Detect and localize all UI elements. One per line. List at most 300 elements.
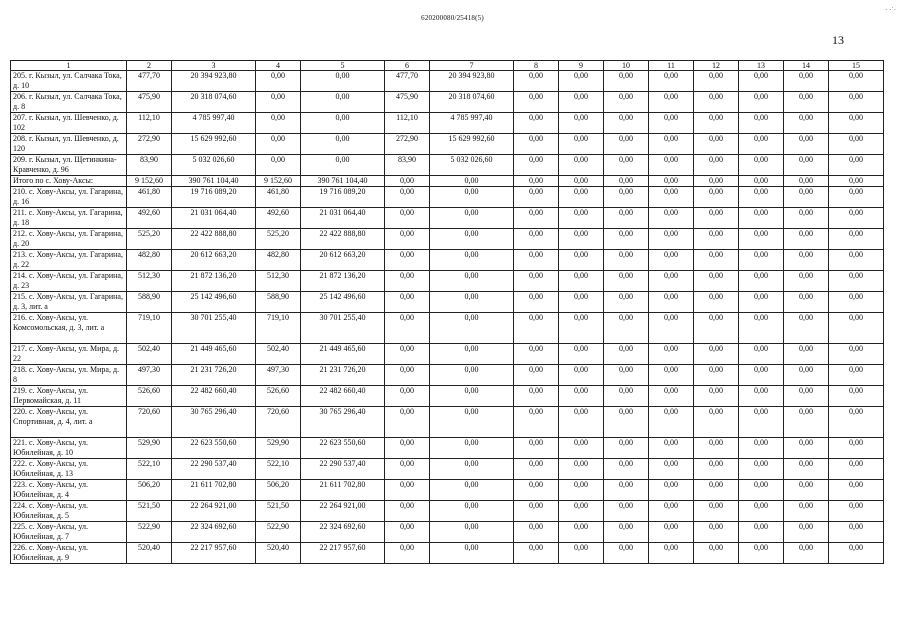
value-cell: 588,90 [127,292,172,313]
value-cell: 0,00 [829,271,884,292]
value-cell: 21 031 064,40 [172,208,256,229]
row-label-cell: 219. с. Хову-Аксы, ул. Первомайская, д. 11 [11,386,127,407]
value-cell: 0,00 [559,407,604,438]
value-cell: 0,00 [559,176,604,187]
value-cell: 0,00 [739,229,784,250]
value-cell: 0,00 [256,134,301,155]
value-cell: 0,00 [649,134,694,155]
value-cell: 0,00 [739,407,784,438]
value-cell: 22 324 692,60 [301,522,385,543]
row-label-cell: 216. с. Хову-Аксы, ул. Комсомольская, д. 3, лит. а [11,313,127,344]
value-cell: 0,00 [559,438,604,459]
value-cell: 30 701 255,40 [301,313,385,344]
value-cell: 461,80 [127,187,172,208]
value-cell: 512,30 [127,271,172,292]
value-cell: 0,00 [649,292,694,313]
row-label-cell: 208. г. Кызыл, ул. Шевченко, д. 120 [11,134,127,155]
value-cell: 0,00 [784,176,829,187]
value-cell: 0,00 [649,155,694,176]
value-cell: 30 765 296,40 [301,407,385,438]
value-cell: 522,90 [127,522,172,543]
value-cell: 0,00 [829,92,884,113]
value-cell: 0,00 [430,208,514,229]
value-cell: 0,00 [829,480,884,501]
value-cell: 20 612 663,20 [301,250,385,271]
value-cell: 83,90 [127,155,172,176]
value-cell: 0,00 [784,313,829,344]
value-cell: 0,00 [559,501,604,522]
value-cell: 0,00 [559,543,604,564]
value-cell: 25 142 496,60 [172,292,256,313]
value-cell: 0,00 [739,208,784,229]
table-row [11,407,884,438]
value-cell: 497,30 [127,365,172,386]
value-cell: 0,00 [784,522,829,543]
value-cell: 0,00 [385,480,430,501]
value-cell: 0,00 [514,187,559,208]
value-cell: 0,00 [301,134,385,155]
value-cell: 0,00 [739,365,784,386]
value-cell: 720,60 [127,407,172,438]
value-cell: 0,00 [784,187,829,208]
value-cell: 0,00 [430,386,514,407]
value-cell: 0,00 [604,459,649,480]
value-cell: 0,00 [784,407,829,438]
value-cell: 0,00 [784,501,829,522]
value-cell: 0,00 [784,71,829,92]
value-cell: 20 612 663,20 [172,250,256,271]
header-row [11,61,884,71]
value-cell: 588,90 [256,292,301,313]
value-cell: 0,00 [739,71,784,92]
value-cell: 0,00 [694,365,739,386]
value-cell: 0,00 [829,522,884,543]
value-cell: 482,80 [127,250,172,271]
value-cell: 529,90 [256,438,301,459]
value-cell: 477,70 [127,71,172,92]
row-label-cell: 214. с. Хову-Аксы, ул. Гагарина, д. 23 [11,271,127,292]
value-cell: 0,00 [739,386,784,407]
value-cell: 0,00 [514,292,559,313]
value-cell: 0,00 [649,386,694,407]
value-cell: 0,00 [649,344,694,365]
value-cell: 0,00 [301,92,385,113]
value-cell: 0,00 [604,292,649,313]
value-cell: 0,00 [604,155,649,176]
value-cell: 0,00 [604,522,649,543]
value-cell: 0,00 [694,292,739,313]
corner-mark: · ·˙· [885,6,897,14]
value-cell: 112,10 [127,113,172,134]
value-cell: 22 482 660,40 [301,386,385,407]
value-cell: 522,90 [256,522,301,543]
value-cell: 0,00 [649,271,694,292]
value-cell: 0,00 [649,229,694,250]
table-row [11,438,884,459]
value-cell: 0,00 [694,134,739,155]
value-cell: 0,00 [694,271,739,292]
value-cell: 272,90 [127,134,172,155]
value-cell: 529,90 [127,438,172,459]
value-cell: 0,00 [784,250,829,271]
value-cell: 20 318 074,60 [430,92,514,113]
row-label-cell: 206. г. Кызыл, ул. Салчака Тока, д. 8 [11,92,127,113]
value-cell: 0,00 [829,134,884,155]
value-cell: 0,00 [784,92,829,113]
value-cell: 0,00 [514,480,559,501]
value-cell: 21 449 465,60 [172,344,256,365]
page-number: 13 [832,33,844,47]
value-cell: 0,00 [430,176,514,187]
column-header: 15 [829,61,884,71]
value-cell: 0,00 [604,250,649,271]
value-cell: 0,00 [739,271,784,292]
value-cell: 0,00 [604,543,649,564]
value-cell: 30 701 255,40 [172,313,256,344]
row-label-cell: 210. с. Хову-Аксы, ул. Гагарина, д. 16 [11,187,127,208]
value-cell: 0,00 [694,92,739,113]
value-cell: 0,00 [694,522,739,543]
value-cell: 22 290 537,40 [301,459,385,480]
value-cell: 0,00 [739,344,784,365]
value-cell: 477,70 [385,71,430,92]
value-cell: 0,00 [430,229,514,250]
value-cell: 0,00 [649,501,694,522]
table-row [11,250,884,271]
value-cell: 0,00 [559,229,604,250]
value-cell: 0,00 [829,229,884,250]
value-cell: 0,00 [829,208,884,229]
table-row [11,365,884,386]
row-label-cell: 224. с. Хову-Аксы, ул. Юбилейная, д. 5 [11,501,127,522]
value-cell: 0,00 [784,113,829,134]
value-cell: 0,00 [784,292,829,313]
column-header: 8 [514,61,559,71]
row-label-cell: 225. с. Хову-Аксы, ул. Юбилейная, д. 7 [11,522,127,543]
table-row [11,155,884,176]
value-cell: 22 623 550,60 [172,438,256,459]
table-row [11,480,884,501]
column-header: 3 [172,61,256,71]
value-cell: 21 872 136,20 [301,271,385,292]
value-cell: 0,00 [301,113,385,134]
value-cell: 0,00 [430,313,514,344]
value-cell: 0,00 [256,71,301,92]
value-cell: 20 318 074,60 [172,92,256,113]
value-cell: 0,00 [694,501,739,522]
table-row [11,134,884,155]
value-cell: 520,40 [256,543,301,564]
value-cell: 0,00 [784,386,829,407]
row-label-cell: 205. г. Кызыл, ул. Салчака Тока, д. 10 [11,71,127,92]
value-cell: 0,00 [694,438,739,459]
table-row [11,271,884,292]
value-cell: 0,00 [784,155,829,176]
value-cell: 0,00 [385,187,430,208]
value-cell: 0,00 [514,459,559,480]
value-cell: 0,00 [739,438,784,459]
value-cell: 0,00 [739,92,784,113]
value-cell: 0,00 [430,407,514,438]
value-cell: 0,00 [514,229,559,250]
value-cell: 512,30 [256,271,301,292]
value-cell: 0,00 [385,250,430,271]
value-cell: 522,10 [127,459,172,480]
value-cell: 0,00 [604,365,649,386]
value-cell: 0,00 [385,386,430,407]
value-cell: 0,00 [559,71,604,92]
value-cell: 0,00 [514,543,559,564]
value-cell: 0,00 [604,501,649,522]
value-cell: 0,00 [739,480,784,501]
value-cell: 0,00 [739,501,784,522]
value-cell: 0,00 [559,250,604,271]
table-row [11,92,884,113]
value-cell: 19 716 089,20 [301,187,385,208]
table-row [11,522,884,543]
value-cell: 22 264 921,00 [301,501,385,522]
value-cell: 0,00 [385,229,430,250]
table-row [11,459,884,480]
value-cell: 506,20 [127,480,172,501]
value-cell: 0,00 [784,459,829,480]
table-row [11,543,884,564]
value-cell: 0,00 [784,271,829,292]
value-cell: 0,00 [829,250,884,271]
value-cell: 0,00 [739,113,784,134]
value-cell: 0,00 [385,176,430,187]
column-header: 6 [385,61,430,71]
column-header: 1 [11,61,127,71]
row-label-cell: 215. с. Хову-Аксы, ул. Гагарина, д. 3, лит. а [11,292,127,313]
value-cell: 720,60 [256,407,301,438]
row-label-cell: 217. с. Хову-Аксы, ул. Мира, д. 22 [11,344,127,365]
column-header: 9 [559,61,604,71]
value-cell: 0,00 [694,407,739,438]
row-label-cell: 222. с. Хову-Аксы, ул. Юбилейная, д. 13 [11,459,127,480]
value-cell: 4 785 997,40 [172,113,256,134]
value-cell: 0,00 [739,187,784,208]
value-cell: 492,60 [127,208,172,229]
column-header: 12 [694,61,739,71]
value-cell: 15 629 992,60 [172,134,256,155]
value-cell: 0,00 [649,480,694,501]
value-cell: 0,00 [739,543,784,564]
value-cell: 0,00 [784,208,829,229]
value-cell: 521,50 [127,501,172,522]
row-label-cell: 207. г. Кызыл, ул. Шевченко, д. 102 [11,113,127,134]
row-label-cell: 218. с. Хову-Аксы, ул. Мира, д. 8 [11,365,127,386]
value-cell: 22 217 957,60 [301,543,385,564]
value-cell: 0,00 [604,229,649,250]
value-cell: 0,00 [559,92,604,113]
value-cell: 0,00 [559,522,604,543]
value-cell: 0,00 [604,313,649,344]
value-cell: 25 142 496,60 [301,292,385,313]
value-cell: 0,00 [649,543,694,564]
value-cell: 0,00 [604,92,649,113]
value-cell: 0,00 [739,155,784,176]
value-cell: 0,00 [649,187,694,208]
value-cell: 0,00 [694,187,739,208]
table-row [11,113,884,134]
value-cell: 0,00 [784,344,829,365]
value-cell: 0,00 [829,365,884,386]
value-cell: 0,00 [739,313,784,344]
column-header: 11 [649,61,694,71]
value-cell: 0,00 [559,271,604,292]
value-cell: 0,00 [784,229,829,250]
value-cell: 0,00 [430,480,514,501]
table-row [11,187,884,208]
value-cell: 0,00 [829,176,884,187]
value-cell: 0,00 [559,313,604,344]
value-cell: 525,20 [256,229,301,250]
value-cell: 0,00 [430,501,514,522]
value-cell: 0,00 [559,292,604,313]
value-cell: 0,00 [649,407,694,438]
value-cell: 0,00 [559,365,604,386]
value-cell: 461,80 [256,187,301,208]
value-cell: 0,00 [514,208,559,229]
value-cell: 22 422 888,80 [172,229,256,250]
value-cell: 5 032 026,60 [430,155,514,176]
value-cell: 0,00 [430,292,514,313]
row-label-cell: 221. с. Хову-Аксы, ул. Юбилейная, д. 10 [11,438,127,459]
value-cell: 15 629 992,60 [430,134,514,155]
value-cell: 20 394 923,80 [172,71,256,92]
value-cell: 0,00 [694,543,739,564]
value-cell: 506,20 [256,480,301,501]
value-cell: 272,90 [385,134,430,155]
column-header: 10 [604,61,649,71]
value-cell: 0,00 [694,208,739,229]
value-cell: 0,00 [784,134,829,155]
value-cell: 0,00 [829,292,884,313]
value-cell: 0,00 [829,187,884,208]
value-cell: 20 394 923,80 [430,71,514,92]
value-cell: 0,00 [514,176,559,187]
value-cell: 0,00 [514,250,559,271]
value-cell: 0,00 [559,386,604,407]
value-cell: 22 482 660,40 [172,386,256,407]
value-cell: 0,00 [604,407,649,438]
value-cell: 0,00 [385,438,430,459]
value-cell: 522,10 [256,459,301,480]
table-row [11,313,884,344]
value-cell: 5 032 026,60 [172,155,256,176]
value-cell: 0,00 [559,344,604,365]
value-cell: 0,00 [829,344,884,365]
value-cell: 19 716 089,20 [172,187,256,208]
value-cell: 0,00 [385,501,430,522]
column-header: 2 [127,61,172,71]
value-cell: 0,00 [430,344,514,365]
value-cell: 0,00 [784,438,829,459]
value-cell: 0,00 [829,313,884,344]
value-cell: 0,00 [514,155,559,176]
row-label-cell: 220. с. Хову-Аксы, ул. Спортивная, д. 4, лит. а [11,407,127,438]
value-cell: 21 611 702,80 [301,480,385,501]
value-cell: 0,00 [559,113,604,134]
value-cell: 0,00 [559,187,604,208]
value-cell: 0,00 [604,187,649,208]
value-cell: 520,40 [127,543,172,564]
value-cell: 0,00 [829,407,884,438]
value-cell: 0,00 [514,501,559,522]
column-header: 14 [784,61,829,71]
value-cell: 0,00 [694,480,739,501]
value-cell: 0,00 [430,250,514,271]
value-cell: 21 231 726,20 [301,365,385,386]
value-cell: 0,00 [301,71,385,92]
value-cell: 0,00 [694,155,739,176]
value-cell: 0,00 [829,438,884,459]
value-cell: 0,00 [256,155,301,176]
value-cell: 492,60 [256,208,301,229]
value-cell: 0,00 [694,71,739,92]
value-cell: 0,00 [694,344,739,365]
value-cell: 0,00 [514,365,559,386]
value-cell: 0,00 [739,522,784,543]
table-row [11,71,884,92]
value-cell: 0,00 [604,438,649,459]
value-cell: 0,00 [829,113,884,134]
value-cell: 502,40 [256,344,301,365]
value-cell: 0,00 [739,459,784,480]
value-cell: 521,50 [256,501,301,522]
value-cell: 0,00 [514,438,559,459]
value-cell: 0,00 [385,313,430,344]
value-cell: 0,00 [514,113,559,134]
value-cell: 0,00 [430,365,514,386]
value-cell: 0,00 [559,134,604,155]
value-cell: 0,00 [604,271,649,292]
value-cell: 0,00 [694,250,739,271]
value-cell: 525,20 [127,229,172,250]
value-cell: 0,00 [559,480,604,501]
value-cell: 0,00 [301,155,385,176]
value-cell: 0,00 [385,407,430,438]
value-cell: 482,80 [256,250,301,271]
value-cell: 0,00 [256,113,301,134]
value-cell: 0,00 [514,71,559,92]
value-cell: 0,00 [385,208,430,229]
value-cell: 390 761 104,40 [172,176,256,187]
column-header: 5 [301,61,385,71]
value-cell: 22 264 921,00 [172,501,256,522]
value-cell: 0,00 [649,365,694,386]
value-cell: 475,90 [385,92,430,113]
value-cell: 22 217 957,60 [172,543,256,564]
value-cell: 0,00 [514,92,559,113]
value-cell: 0,00 [694,313,739,344]
value-cell: 0,00 [829,543,884,564]
row-label-cell: 211. с. Хову-Аксы, ул. Гагарина, д. 18 [11,208,127,229]
value-cell: 0,00 [739,250,784,271]
value-cell: 0,00 [739,176,784,187]
value-cell: 0,00 [430,271,514,292]
value-cell: 0,00 [514,344,559,365]
value-cell: 0,00 [514,134,559,155]
value-cell: 0,00 [649,313,694,344]
table-row [11,229,884,250]
value-cell: 9 152,60 [127,176,172,187]
value-cell: 0,00 [829,501,884,522]
value-cell: 0,00 [829,155,884,176]
value-cell: 502,40 [127,344,172,365]
value-cell: 22 290 537,40 [172,459,256,480]
